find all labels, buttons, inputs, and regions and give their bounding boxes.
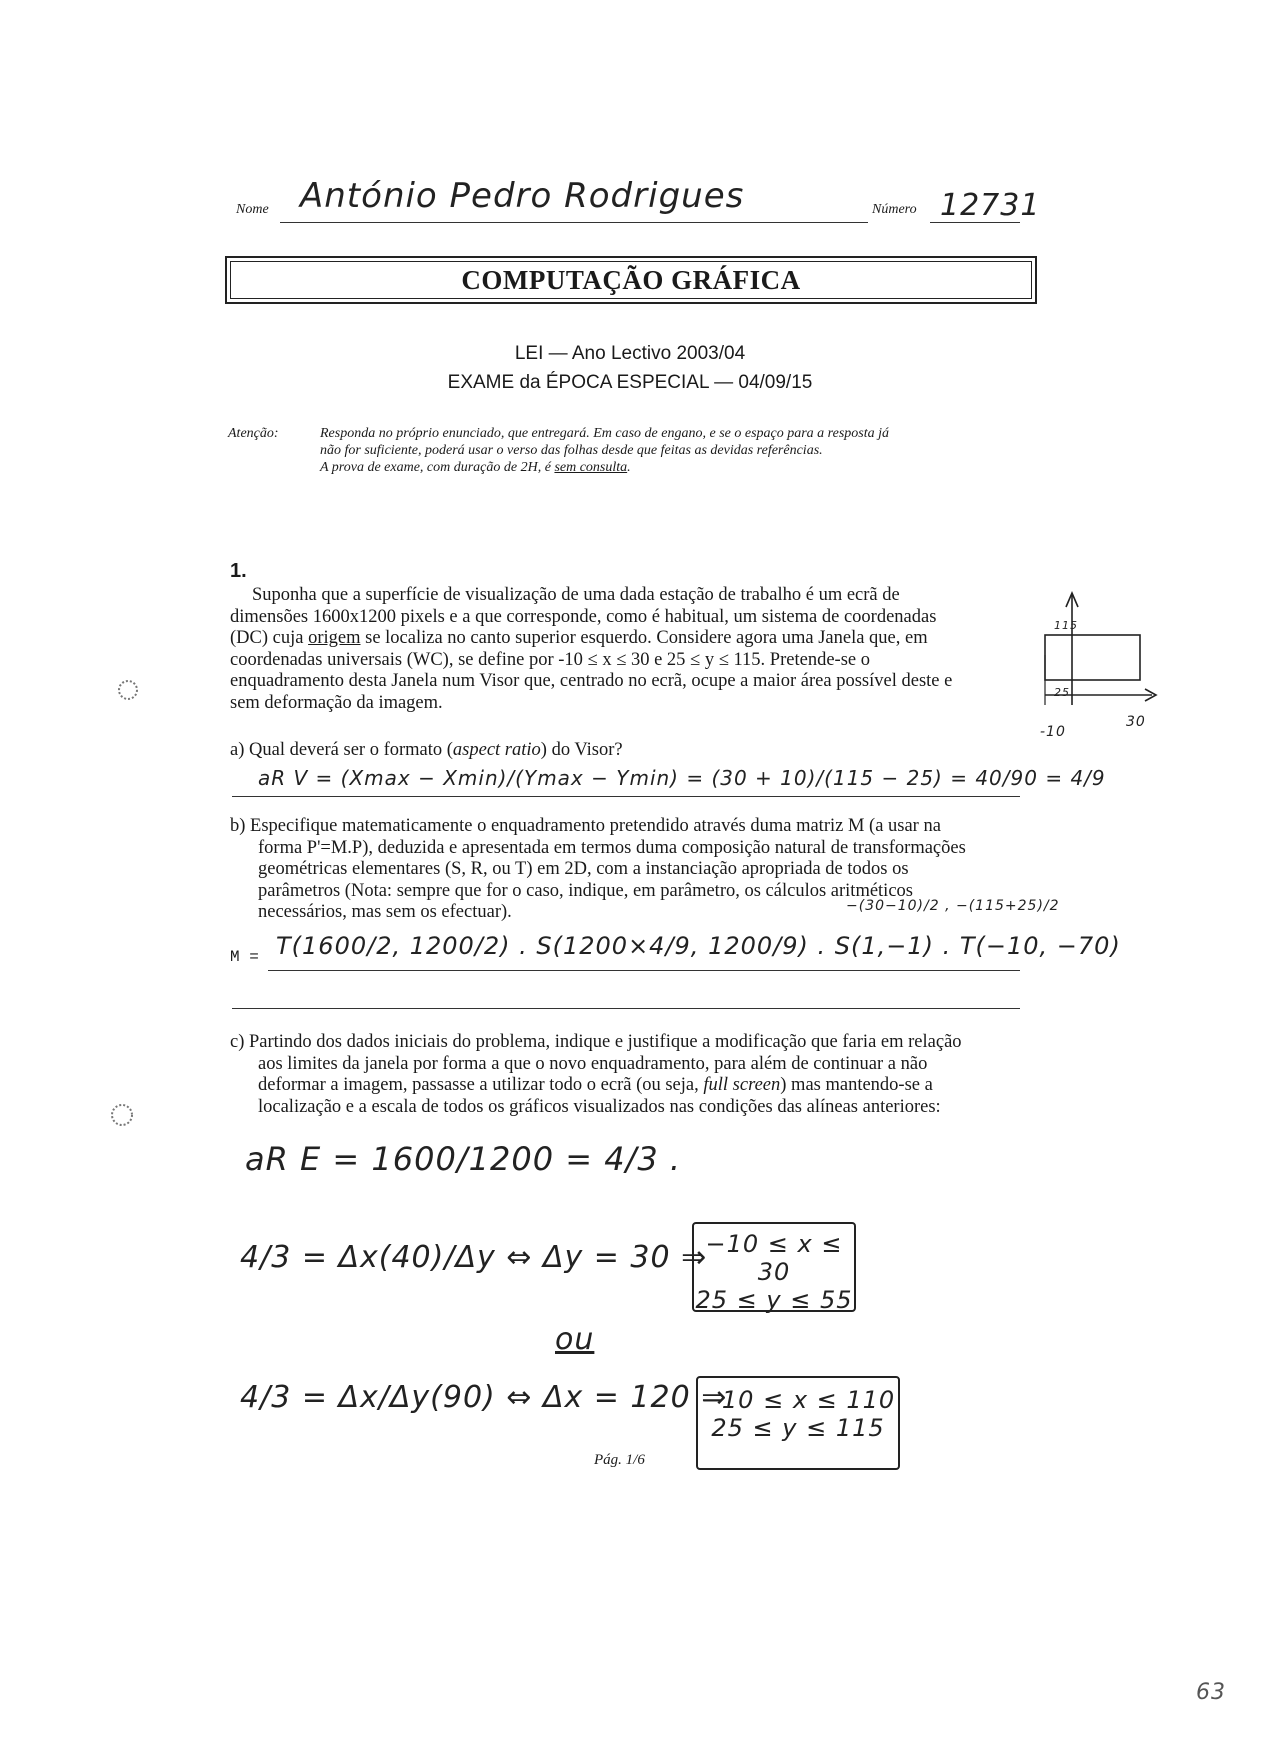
attention-line-3-underlined: sem consulta <box>554 460 628 475</box>
part-c-line-3 <box>230 1075 1025 1097</box>
page-number: Pág. 1/6 <box>594 1452 645 1468</box>
sketch-label-30: 30 <box>1126 714 1146 730</box>
number-label: Número <box>872 202 917 217</box>
part-b-answer-line-1 <box>268 970 1020 971</box>
attention-line-1: Responda no próprio enunciado, que entregará. Em caso de engano, e se o espaço para a resposta já <box>320 426 889 441</box>
name-underline <box>280 222 868 223</box>
course-year: LEI — Ano Lectivo 2003/04 <box>514 343 746 364</box>
question-number: 1. <box>230 560 247 582</box>
part-c-line-4: localização e a escala de todos os gráficos visualizados nas condições das alíneas anteriores: <box>258 1096 941 1117</box>
part-a-question <box>230 740 623 762</box>
part-c-line-3-suffix: ) mas mantendo-se a <box>780 1075 933 1096</box>
sketch-label-115: 115 <box>1054 619 1078 632</box>
part-b-answer-line-2 <box>232 1008 1020 1009</box>
aspect-ratio-italic: aspect ratio <box>452 740 541 760</box>
part-a-question-suffix: ) do Visor? <box>540 740 623 760</box>
answer-box-1 <box>692 1222 856 1312</box>
part-c-answer-1: 4/3 = Δx(40)/Δy ⇔ Δy = 30 ⇒ <box>240 1240 708 1275</box>
answer-box-2-line-1: −10 ≤ x ≤ 110 <box>700 1386 896 1414</box>
part-b-line-4: parâmetros (Nota: sempre que for o caso, indique, em parâmetro, os cálculos aritméticos <box>258 880 913 901</box>
part-b-annotation: −(30−10)/2 , −(115+25)/2 <box>846 898 1060 914</box>
question-1-line-3 <box>230 628 1025 650</box>
part-b-line-2: forma P'=M.P), deduzida e apresentada em termos duma composição natural de transformações <box>258 837 966 858</box>
attention-line-3-prefix: A prova de exame, com duração de 2H, é <box>320 460 555 475</box>
attention-line-2: não for suficiente, poderá usar o verso das folhas desde que feitas as devidas referências. <box>320 443 823 458</box>
part-c-line-1: c) Partindo dos dados iniciais do problema, indique e justifique a modificação que faria em relação <box>230 1032 962 1052</box>
question-1-line-5: enquadramento desta Janela num Visor que, centrado no ecrã, ocupe a maior área possível deste e <box>230 671 953 692</box>
attention-line-3-suffix: . <box>627 460 631 475</box>
answer-box-2 <box>696 1376 900 1470</box>
part-a-answer: aR V = (Xmax − Xmin)/(Ymax − Ymin) = (30 + 10)/(115 − 25) = 40/90 = 4/9 <box>258 766 1106 790</box>
title-box <box>225 256 1037 304</box>
window-sketch-diagram <box>1040 585 1175 745</box>
matrix-m-label: M = <box>230 948 259 966</box>
part-b-line-3: geométricas elementares (S, R, ou T) em 2D, com a instanciação apropriada de todos os <box>258 859 909 880</box>
answer-box-1-line-2: 25 ≤ y ≤ 55 <box>695 1286 853 1314</box>
question-1-line-3-suffix: se localiza no canto superior esquerdo. Considere agora uma Janela que, em <box>360 628 928 649</box>
sketch-label-neg10: -10 <box>1040 724 1066 740</box>
question-1-line-4: coordenadas universais (WC), se define por -10 ≤ x ≤ 30 e 25 ≤ y ≤ 115. Pretende-se o <box>230 649 870 670</box>
part-b-line-5: necessários, mas sem os efectuar). <box>258 902 512 923</box>
part-a-answer-line <box>232 796 1020 797</box>
question-1-line-1: Suponha que a superfície de visualização de uma dada estação de trabalho é um ecrã de <box>252 585 900 605</box>
part-c-question <box>230 1032 1025 1118</box>
sketch-label-25: 25 <box>1054 686 1070 699</box>
attention-text <box>320 425 1020 476</box>
part-c-answer-aspect: aR E = 1600/1200 = 4/3 . <box>245 1140 682 1178</box>
answer-box-1-line-1: −10 ≤ x ≤ 30 <box>705 1230 843 1286</box>
page-title: COMPUTAÇÃO GRÁFICA <box>461 265 801 295</box>
origin-underlined: origem <box>308 628 361 649</box>
scan-speckle-mark-2 <box>100 1095 150 1135</box>
attention-line-3 <box>320 459 1020 476</box>
part-a-question-prefix: a) Qual deverá ser o formato ( <box>230 740 453 760</box>
question-1-line-6: sem deformação da imagem. <box>230 692 443 713</box>
question-1-line-3-prefix: (DC) cuja <box>230 628 309 649</box>
question-1-line-2: dimensões 1600x1200 pixels e a que corresponde, como é habitual, um sistema de coordenadas <box>230 606 937 627</box>
or-word: ou <box>555 1322 595 1357</box>
exam-title: EXAME da ÉPOCA ESPECIAL — 04/09/15 <box>447 372 813 393</box>
question-1-text <box>230 585 1025 715</box>
answer-box-2-line-2: 25 ≤ y ≤ 115 <box>711 1414 885 1442</box>
part-b-line-1: b) Especifique matematicamente o enquadramento pretendido através duma matriz M (a usar na <box>230 816 941 836</box>
attention-label: Atenção: <box>228 426 279 441</box>
part-c-line-2: aos limites da janela por forma a que o novo enquadramento, para além de continuar a não <box>258 1053 928 1074</box>
corner-page-mark: 63 <box>1196 1680 1226 1705</box>
number-value: 12731 <box>940 188 1041 223</box>
part-c-line-3-prefix: deformar a imagem, passasse a utilizar todo o ecrã (ou seja, <box>258 1075 704 1096</box>
sketch-window-rect <box>1045 635 1140 680</box>
part-c-answer-2: 4/3 = Δx/Δy(90) ⇔ Δx = 120 ⇒ <box>240 1380 728 1415</box>
scan-speckle-mark <box>100 670 150 710</box>
name-value: António Pedro Rodrigues <box>300 176 745 216</box>
full-screen-italic: full screen <box>703 1075 781 1096</box>
name-label: Nome <box>236 202 269 217</box>
part-b-answer: T(1600/2, 1200/2) . S(1200×4/9, 1200/9) . S(1,−1) . T(−10, −70) <box>276 932 1121 960</box>
